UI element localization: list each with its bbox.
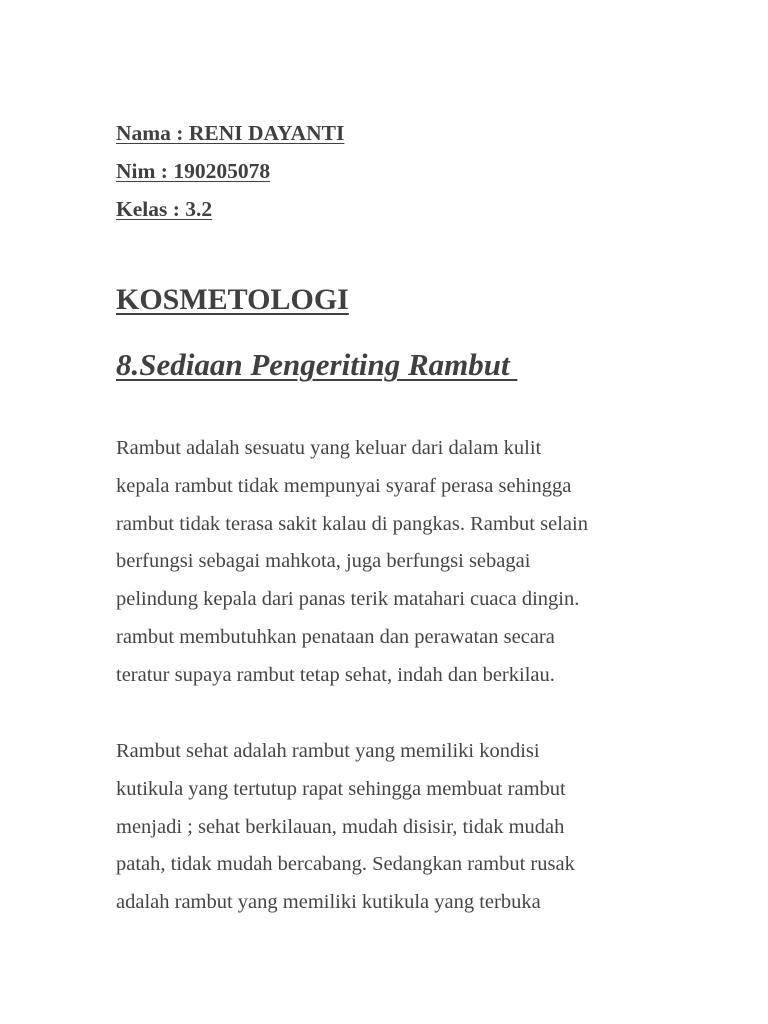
student-nim: Nim : 190205078 bbox=[116, 159, 271, 183]
paragraph-line: rambut membutuhkan penataan dan perawatan secara bbox=[116, 625, 555, 648]
paragraph-line: berfungsi sebagai mahkota, juga berfungsi sebagai bbox=[116, 550, 531, 573]
paragraph-line: teratur supaya rambut tetap sehat, indah dan berkilau. bbox=[116, 663, 555, 686]
paragraph-line: kepala rambut tidak mempunyai syaraf perasa sehingga bbox=[116, 474, 572, 497]
student-name: Nama : RENI DAYANTI bbox=[116, 121, 345, 145]
paragraph-line: menjadi ; sehat berkilauan, mudah disisir, tidak mudah bbox=[116, 815, 565, 838]
paragraph-line: adalah rambut yang memiliki kutikula yang terbuka bbox=[116, 891, 541, 914]
paragraph-line: pelindung kepala dari panas terik matahari cuaca dingin. bbox=[116, 588, 580, 611]
paragraph-line: patah, tidak mudah bercabang. Sedangkan rambut rusak bbox=[116, 853, 575, 876]
student-class: Kelas : 3.2 bbox=[116, 197, 213, 221]
paragraph-line: rambut tidak terasa sakit kalau di pangkas. Rambut selain bbox=[116, 512, 588, 535]
document-subheading: 8.Sediaan Pengeriting Rambut bbox=[116, 347, 518, 382]
paragraph-line: Rambut sehat adalah rambut yang memiliki kondisi bbox=[116, 740, 540, 762]
paragraph-2 bbox=[116, 733, 676, 922]
paragraph-line: kutikula yang tertutup rapat sehingga membuat rambut bbox=[116, 777, 566, 800]
document-heading: KOSMETOLOGI bbox=[116, 283, 349, 316]
paragraph-1 bbox=[116, 430, 676, 695]
paragraph-line: Rambut adalah sesuatu yang keluar dari dalam kulit bbox=[116, 437, 542, 459]
student-info bbox=[116, 114, 344, 228]
